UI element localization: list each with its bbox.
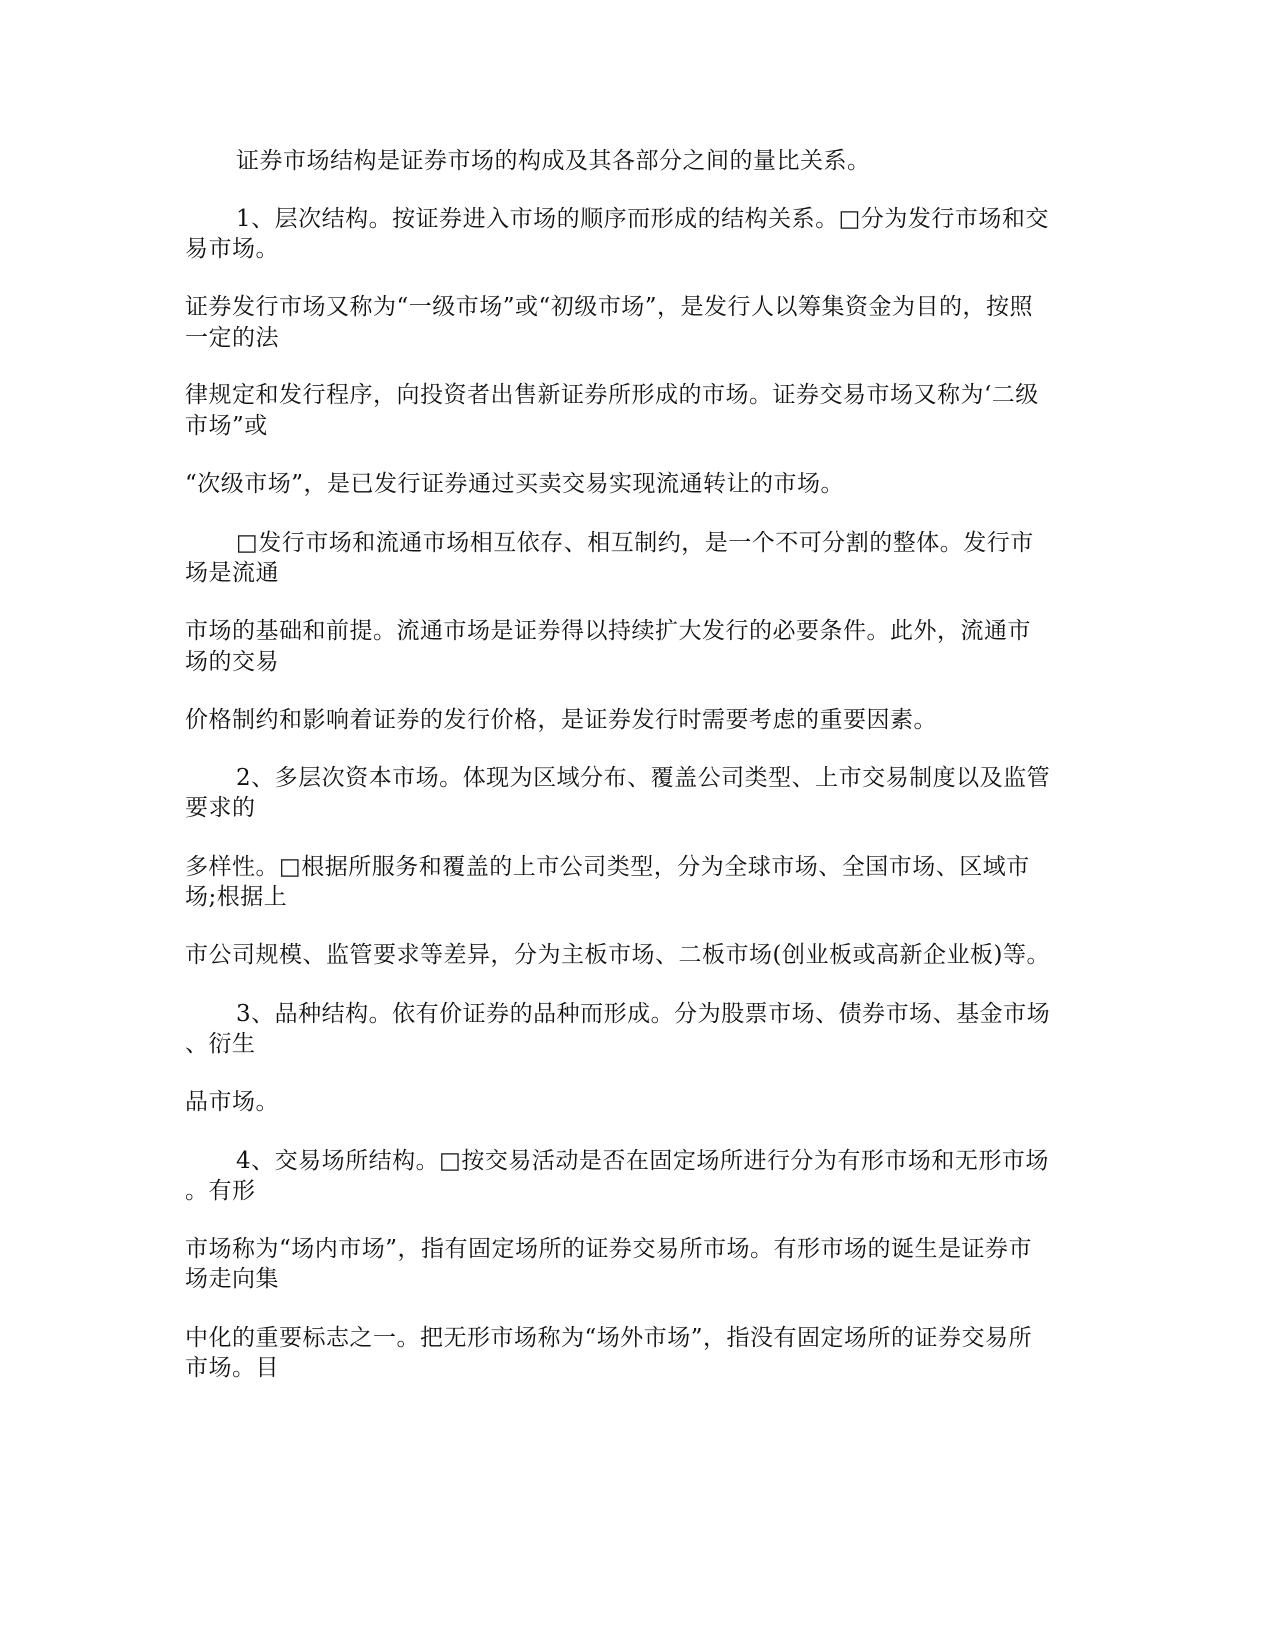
paragraph-line: 易市场。 xyxy=(185,236,279,262)
paragraph-line: 市公司规模、监管要求等差异，分为主板市场、二板市场(创业板或高新企业板)等。 xyxy=(185,942,1050,968)
paragraph-line: 一定的法 xyxy=(185,325,279,351)
paragraph-line: 市场称为“场内市场”，指有固定场所的证券交易所市场。有形市场的诞生是证券市 xyxy=(185,1236,1033,1262)
paragraph-line: 律规定和发行程序，向投资者出售新证券所形成的市场。证券交易市场又称为‘二级 xyxy=(185,382,1039,408)
paragraph-line: 场是流通 xyxy=(185,560,279,586)
paragraph-line: 中化的重要标志之一。把无形市场称为“场外市场”，指没有固定场所的证券交易所 xyxy=(185,1325,1033,1351)
paragraph-line: 2、多层次资本市场。体现为区域分布、覆盖公司类型、上市交易制度以及监管 xyxy=(236,765,1051,791)
paragraph-line: 4、交易场所结构。□按交易活动是否在固定场所进行分为有形市场和无形市场 xyxy=(236,1148,1049,1174)
paragraph-line: 品市场。 xyxy=(185,1089,279,1115)
paragraph-line: 市场”或 xyxy=(185,413,268,439)
paragraph-line: 场;根据上 xyxy=(185,884,288,910)
paragraph-line: 价格制约和影响着证券的发行价格，是证券发行时需要考虑的重要因素。 xyxy=(185,707,937,733)
paragraph-line: 1、层次结构。按证券进入市场的顺序而形成的结构关系。□分为发行市场和交 xyxy=(236,206,1049,232)
paragraph-line: 市场。目 xyxy=(185,1355,279,1381)
paragraph-line: 市场的基础和前提。流通市场是证券得以持续扩大发行的必要条件。此外，流通市 xyxy=(185,618,1031,644)
paragraph-line: 证券市场结构是证券市场的构成及其各部分之间的量比关系。 xyxy=(236,148,871,174)
paragraph-line: 要求的 xyxy=(185,795,256,821)
paragraph-line: 。有形 xyxy=(185,1178,256,1204)
paragraph-line: 多样性。□根据所服务和覆盖的上市公司类型，分为全球市场、全国市场、区域市 xyxy=(185,854,1030,880)
paragraph-line: 3、品种结构。依有价证券的品种而形成。分为股票市场、债券市场、基金市场 xyxy=(236,1001,1051,1027)
paragraph-line: 、衍生 xyxy=(185,1031,256,1057)
paragraph-line: 场的交易 xyxy=(185,649,279,675)
paragraph-line: 场走向集 xyxy=(185,1266,279,1292)
paragraph-line: □发行市场和流通市场相互依存、相互制约，是一个不可分割的整体。发行市 xyxy=(236,530,1034,556)
paragraph-line: “次级市场”，是已发行证券通过买卖交易实现流通转让的市场。 xyxy=(185,471,845,497)
paragraph-line: 证券发行市场又称为“一级市场”或“初级市场”，是发行人以筹集资金为目的，按照 xyxy=(185,294,1034,320)
